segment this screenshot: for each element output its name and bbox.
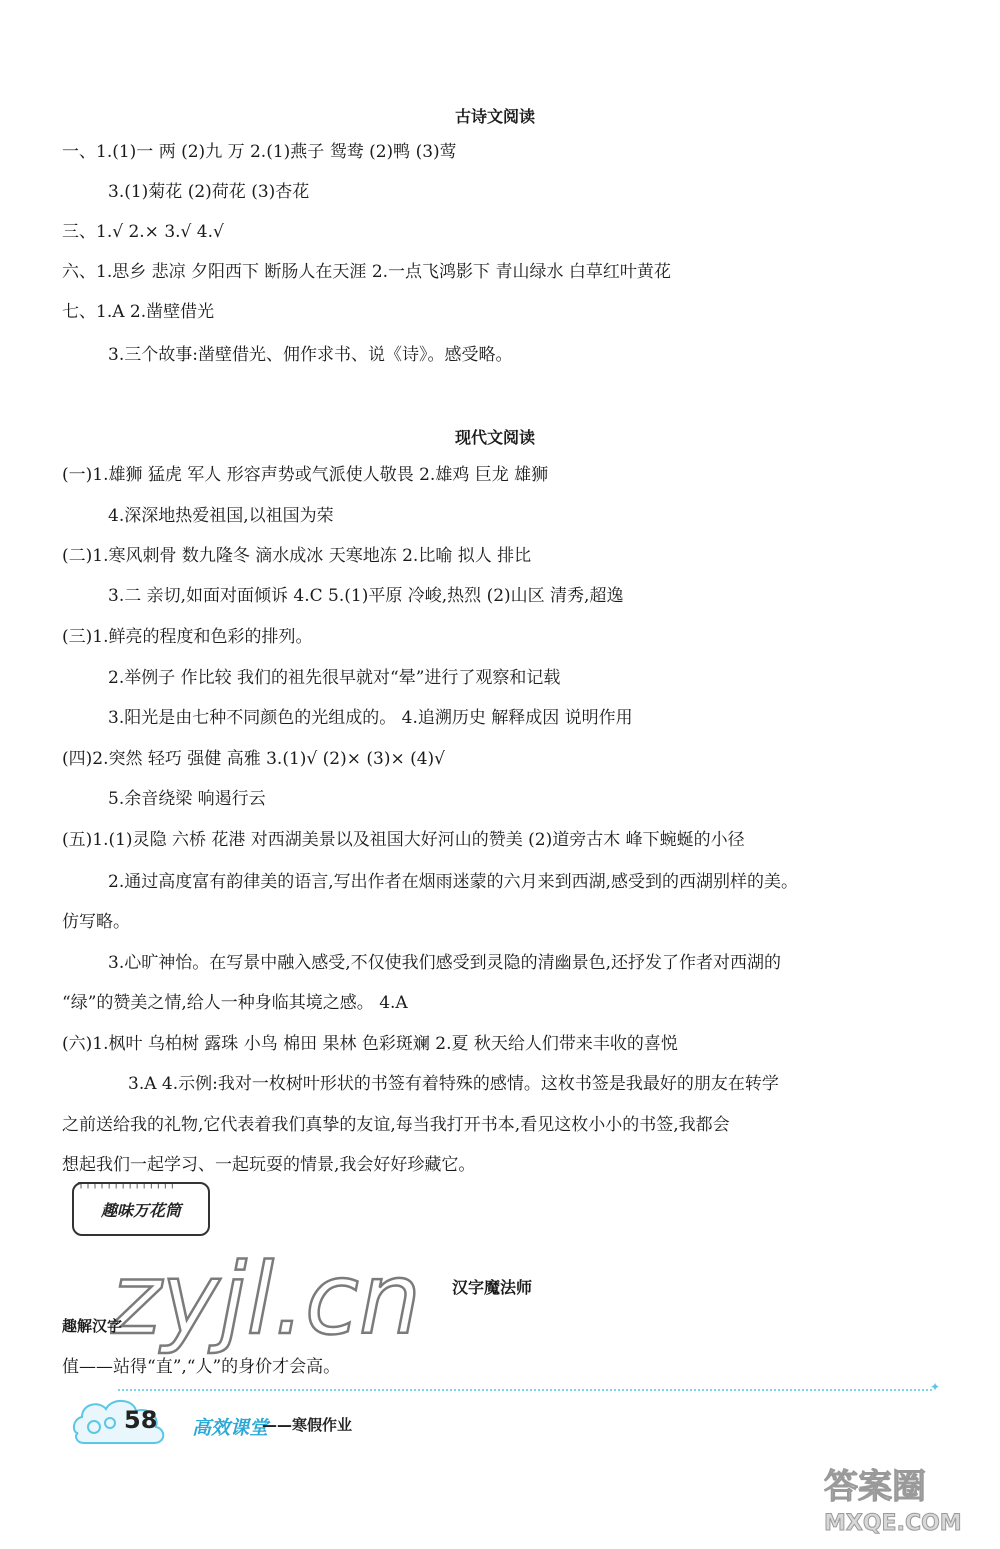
subsection-title: 趣解汉字 bbox=[62, 1317, 123, 1335]
logo-text-top: 答案圈 bbox=[824, 1467, 926, 1507]
answer-line: (六)1.枫叶 乌柏树 露珠 小鸟 棉田 果林 色彩斑斓 2.夏 秋天给人们带来丰收的喜悦 bbox=[62, 1034, 678, 1054]
answer-line: 一、1.(1)一 两 (2)九 万 2.(1)燕子 鸳鸯 (2)鸭 (3)莺 bbox=[62, 142, 457, 162]
answer-line: (二)1.寒风刺骨 数九隆冬 滴水成冰 天寒地冻 2.比喻 拟人 排比 bbox=[62, 546, 532, 566]
section-title-hanzi-magician: 汉字魔法师 bbox=[452, 1278, 533, 1297]
footer-divider bbox=[118, 1389, 932, 1391]
brand-title: 高效课堂 bbox=[192, 1417, 269, 1439]
answer-line: 值——站得“直”,“人”的身价才会高。 bbox=[62, 1357, 341, 1377]
answer-line: 六、1.思乡 悲凉 夕阳西下 断肠人在天涯 2.一点飞鸿影下 青山绿水 白草红叶黄花 bbox=[62, 262, 671, 282]
answer-line: 3.A 4.示例:我对一枚树叶形状的书签有着特殊的感情。这枚书签是我最好的朋友在转学 bbox=[128, 1074, 779, 1094]
watermark-text: zyjl.cn bbox=[110, 1245, 422, 1355]
logo-text-bottom: MXQE.COM bbox=[824, 1511, 962, 1536]
mxqe-logo bbox=[820, 1458, 980, 1538]
page-number: 58 bbox=[124, 1406, 158, 1434]
answer-line: 七、1.A 2.凿壁借光 bbox=[62, 302, 215, 322]
answer-line: (三)1.鲜亮的程度和色彩的排列。 bbox=[62, 627, 313, 647]
answer-line: 2.举例子 作比较 我们的祖先很早就对“晕”进行了观察和记载 bbox=[108, 668, 561, 688]
badge-label: 趣味万花筒 bbox=[100, 1201, 181, 1220]
badge-decoration: ┬┬┬┬┬┬┬┬┬┬┬┬┬┬ bbox=[78, 1178, 177, 1189]
section-title-ancient-reading: 古诗文阅读 bbox=[455, 107, 536, 126]
answer-line: (五)1.(1)灵隐 六桥 花港 对西湖美景以及祖国大好河山的赞美 (2)道旁古木 峰下蜿蜒的小径 bbox=[62, 830, 745, 850]
answer-line: 4.深深地热爱祖国,以祖国为荣 bbox=[108, 506, 334, 526]
series-title: ——寒假作业 bbox=[262, 1416, 353, 1434]
answer-line: 想起我们一起学习、一起玩耍的情景,我会好好珍藏它。 bbox=[62, 1155, 476, 1175]
cloud-icon bbox=[70, 1393, 174, 1449]
answer-line: (一)1.雄狮 猛虎 军人 形容声势或气派使人敬畏 2.雄鸡 巨龙 雄狮 bbox=[62, 465, 549, 485]
answer-line: 3.阳光是由七种不同颜色的光组成的。 4.追溯历史 解释成因 说明作用 bbox=[108, 708, 633, 728]
star-icon: ✦ bbox=[930, 1380, 941, 1394]
answer-line: 仿写略。 bbox=[62, 912, 130, 932]
answer-line: 3.心旷神怡。在写景中融入感受,不仅使我们感受到灵隐的清幽景色,还抒发了作者对西湖的 bbox=[108, 953, 782, 973]
answer-line: 3.(1)菊花 (2)荷花 (3)杏花 bbox=[108, 182, 310, 202]
fun-kaleidoscope-badge bbox=[72, 1178, 210, 1236]
answer-line: (四)2.突然 轻巧 强健 高雅 3.(1)√ (2)× (3)× (4)√ bbox=[62, 749, 446, 769]
section-title-modern-reading: 现代文阅读 bbox=[455, 428, 536, 447]
answer-line: “绿”的赞美之情,给人一种身临其境之感。 4.A bbox=[62, 993, 408, 1013]
answer-line: 3.三个故事:凿壁借光、佣作求书、说《诗》。感受略。 bbox=[108, 345, 513, 365]
answer-line: 3.二 亲切,如面对面倾诉 4.C 5.(1)平原 冷峻,热烈 (2)山区 清秀,超逸 bbox=[108, 586, 624, 606]
answer-line: 之前送给我的礼物,它代表着我们真挚的友谊,每当我打开书本,看见这枚小小的书签,我都会 bbox=[62, 1115, 730, 1135]
answer-line: 三、1.√ 2.× 3.√ 4.√ bbox=[62, 222, 224, 242]
zyjl-watermark bbox=[110, 1245, 460, 1355]
answer-line: 5.余音绕梁 响遏行云 bbox=[108, 789, 266, 809]
answer-line: 2.通过高度富有韵律美的语言,写出作者在烟雨迷蒙的六月来到西湖,感受到的西湖别样的美。 bbox=[108, 872, 799, 892]
